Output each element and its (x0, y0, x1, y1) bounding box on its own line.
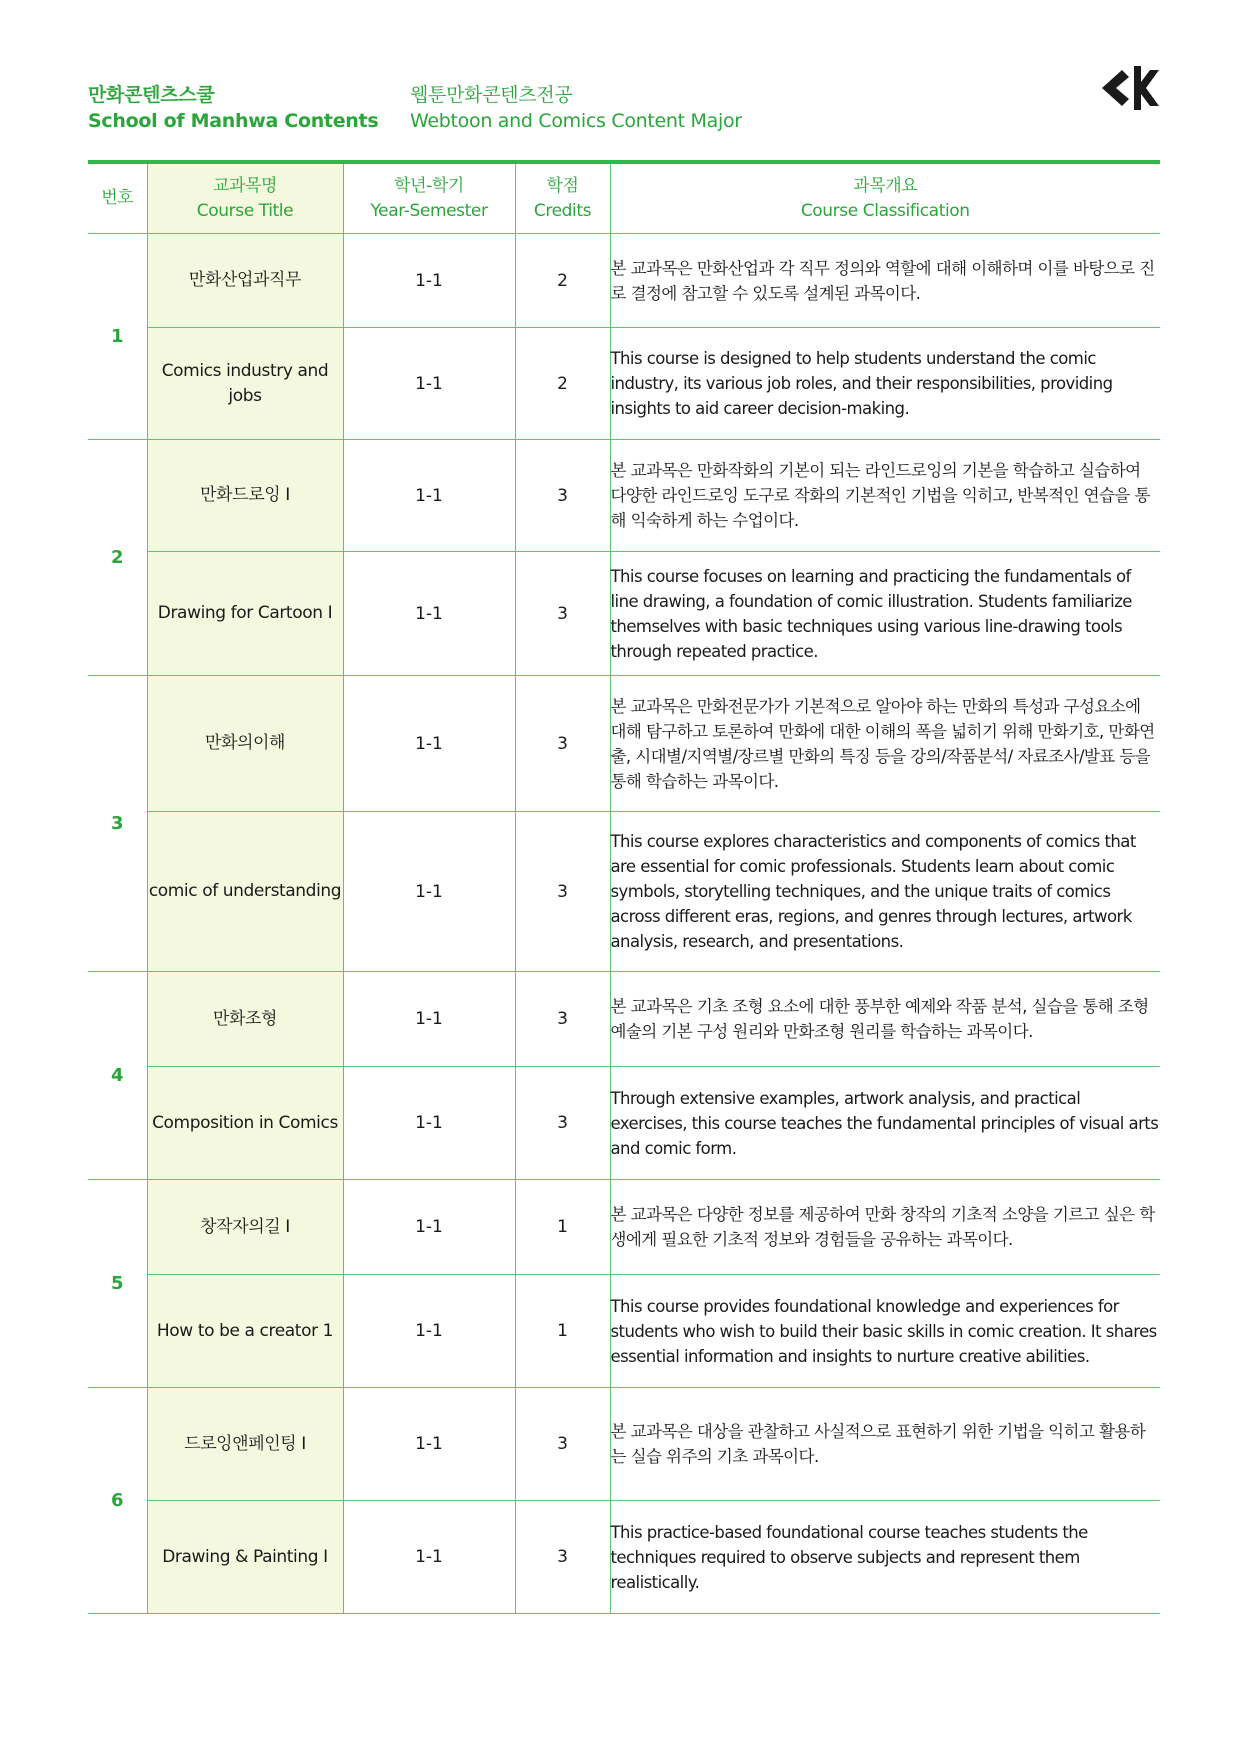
credits: 3 (515, 812, 610, 972)
year-semester: 1-1 (343, 1180, 515, 1275)
course-description-ko: 본 교과목은 기초 조형 요소에 대한 풍부한 예제와 작품 분석, 실습을 통해 조형예술의 기본 구성 원리와 만화조형 원리를 학습하는 과목이다. (610, 972, 1160, 1067)
course-description-en: This course focuses on learning and practicing the fundamentals of line drawing, a foundation of comic illustration. Students familiarize themselves with basic techniques using various line-drawing tools through repeated practice. (610, 552, 1160, 676)
course-title-en: Drawing for Cartoon Ⅰ (147, 552, 343, 676)
year-semester: 1-1 (343, 234, 515, 328)
course-title-en: Comics industry and jobs (147, 328, 343, 440)
course-description-en: This practice-based foundational course teaches students the techniques required to observe subjects and represent them realistically. (610, 1501, 1160, 1614)
header-credits: 학점 Credits (515, 164, 610, 234)
header-course-classification: 과목개요 Course Classification (610, 164, 1160, 234)
course-description-ko: 본 교과목은 다양한 정보를 제공하여 만화 창작의 기초적 소양을 기르고 싶은 학생에게 필요한 기초적 정보와 경험들을 공유하는 과목이다. (610, 1180, 1160, 1275)
table-header-row (88, 164, 1160, 234)
course-number: 5 (88, 1180, 147, 1388)
table-row (88, 1388, 1160, 1501)
course-title-ko: 만화의이해 (147, 676, 343, 812)
header-course-title: 교과목명 Course Title (147, 164, 343, 234)
course-title-ko: 드로잉앤페인팅 I (147, 1388, 343, 1501)
course-description-ko: 본 교과목은 만화작화의 기본이 되는 라인드로잉의 기본을 학습하고 실습하여 다양한 라인드로잉 도구로 작화의 기본적인 기법을 익히고, 반복적인 연습을 통해 익숙하게 하는 수업이다. (610, 440, 1160, 552)
ck-logo-icon (1098, 66, 1160, 110)
table-row (88, 1275, 1160, 1388)
course-title-ko: 만화조형 (147, 972, 343, 1067)
table-row (88, 676, 1160, 812)
table-row (88, 1067, 1160, 1180)
table-row (88, 234, 1160, 328)
year-semester: 1-1 (343, 1501, 515, 1614)
year-semester: 1-1 (343, 972, 515, 1067)
course-description-en: This course explores characteristics and components of comics that are essential for comic professionals. Students learn about comic symbols, storytelling techniques, and the unique traits of comics across different eras, regions, and genres through lectures, artwork analysis, research, and presentations. (610, 812, 1160, 972)
table-row (88, 328, 1160, 440)
year-semester: 1-1 (343, 676, 515, 812)
credits: 3 (515, 440, 610, 552)
year-semester: 1-1 (343, 1275, 515, 1388)
course-description-ko: 본 교과목은 만화산업과 각 직무 정의와 역할에 대해 이해하며 이를 바탕으로 진로 결정에 참고할 수 있도록 설계된 과목이다. (610, 234, 1160, 328)
major-name-en: Webtoon and Comics Content Major (410, 110, 742, 132)
course-number: 3 (88, 676, 147, 972)
course-number: 6 (88, 1388, 147, 1614)
credits: 3 (515, 972, 610, 1067)
school-name-en: School of Manhwa Contents (88, 110, 379, 132)
year-semester: 1-1 (343, 1388, 515, 1501)
major-name (410, 82, 742, 134)
major-name-ko: 웹툰만화콘텐츠전공 (410, 84, 573, 106)
course-title-en: comic of understanding (147, 812, 343, 972)
year-semester: 1-1 (343, 328, 515, 440)
course-description-en: This course is designed to help students understand the comic industry, its various job roles, and their responsibilities, providing insights to aid career decision-making. (610, 328, 1160, 440)
year-semester: 1-1 (343, 1067, 515, 1180)
header-year-semester: 학년-학기 Year-Semester (343, 164, 515, 234)
table-row (88, 440, 1160, 552)
table-row (88, 812, 1160, 972)
header-no: 번호 (88, 164, 147, 234)
school-name-ko: 만화콘텐츠스쿨 (88, 84, 215, 106)
course-number: 2 (88, 440, 147, 676)
course-description-en: This course provides foundational knowledge and experiences for students who wish to build their basic skills in comic creation. It shares essential information and insights to nurture creative abilities. (610, 1275, 1160, 1388)
course-title-en: How to be a creator 1 (147, 1275, 343, 1388)
table-row (88, 1180, 1160, 1275)
credits: 3 (515, 1388, 610, 1501)
course-title-ko: 창작자의길 I (147, 1180, 343, 1275)
credits: 1 (515, 1180, 610, 1275)
year-semester: 1-1 (343, 440, 515, 552)
course-number: 4 (88, 972, 147, 1180)
credits: 3 (515, 1067, 610, 1180)
credits: 2 (515, 328, 610, 440)
course-title-ko: 만화산업과직무 (147, 234, 343, 328)
credits: 3 (515, 1501, 610, 1614)
school-name (88, 82, 378, 134)
course-description-en: Through extensive examples, artwork analysis, and practical exercises, this course teaches the fundamental principles of visual arts and comic form. (610, 1067, 1160, 1180)
credits: 1 (515, 1275, 610, 1388)
course-table (88, 164, 1160, 1614)
course-description-ko: 본 교과목은 대상을 관찰하고 사실적으로 표현하기 위한 기법을 익히고 활용하는 실습 위주의 기초 과목이다. (610, 1388, 1160, 1501)
course-description-ko: 본 교과목은 만화전문가가 기본적으로 알아야 하는 만화의 특성과 구성요소에 대해 탐구하고 토론하여 만화에 대한 이해의 폭을 넓히기 위해 만화기호, 만화연출, 시대별/지역별/장르별 만화의 특징 등을 강의/작품분석/ 자료조사/발표 등을 통해 학습하는 과목이다. (610, 676, 1160, 812)
course-title-en: Composition in Comics (147, 1067, 343, 1180)
credits: 3 (515, 552, 610, 676)
credits: 3 (515, 676, 610, 812)
year-semester: 1-1 (343, 812, 515, 972)
table-row (88, 1501, 1160, 1614)
course-number: 1 (88, 234, 147, 440)
course-title-en: Drawing & Painting I (147, 1501, 343, 1614)
table-row (88, 972, 1160, 1067)
year-semester: 1-1 (343, 552, 515, 676)
credits: 2 (515, 234, 610, 328)
course-title-ko: 만화드로잉 I (147, 440, 343, 552)
table-row (88, 552, 1160, 676)
